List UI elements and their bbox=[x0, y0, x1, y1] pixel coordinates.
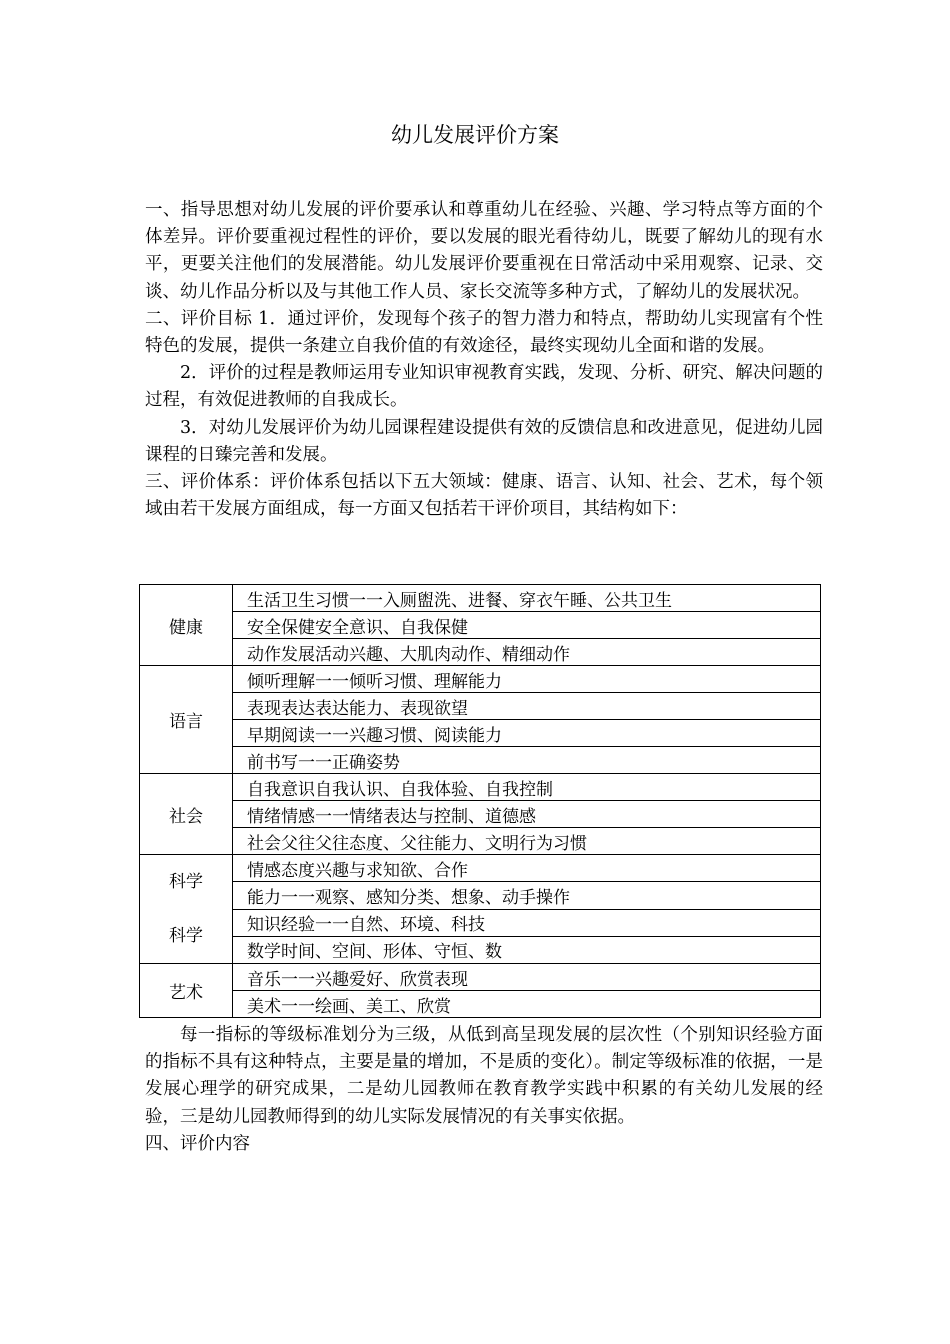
table-row bbox=[140, 882, 821, 909]
table-cell: 知识经验一一自然、环境、科技 bbox=[233, 909, 821, 936]
domain-science bbox=[140, 855, 233, 964]
grading-standard-paragraph: 每一指标的等级标准划分为三级，从低到高呈现发展的层次性（个别知识经验方面的指标不具有这种特点，主要是量的增加，不是质的变化）。制定等级标准的依据，一是发展心理学的研究成果，二是幼儿园教师在教育教学实践中积累的有关幼儿发展的经验，三是幼儿园教师得到的幼儿实际发展情况的有关事实依据。 bbox=[145, 1025, 823, 1127]
table-row bbox=[140, 936, 821, 963]
table-row bbox=[140, 639, 821, 666]
table-row bbox=[140, 909, 821, 936]
domain-science-label-1: 科学 bbox=[169, 872, 203, 892]
table-cell: 数学时间、空间、形体、守恒、数 bbox=[233, 936, 821, 963]
table-cell: 情绪情感一一情绪表达与控制、道德感 bbox=[233, 801, 821, 828]
evaluation-goal-paragraph: 二、评价目标 1．通过评价，发现每个孩子的智力潜力和特点，帮助幼儿实现富有个性特色的发展，提供一条建立自我价值的有效途径，最终实现幼儿全面和谐的发展。 bbox=[145, 308, 823, 357]
domain-health: 健康 bbox=[140, 585, 233, 666]
table-cell: 动作发展活动兴趣、大肌肉动作、精细动作 bbox=[233, 639, 821, 666]
goal-3-paragraph: 3．对幼儿发展评价为幼儿园课程建设提供有效的反馈信息和改进意见，促进幼儿园课程的日臻完善和发展。 bbox=[145, 417, 823, 465]
guiding-principle-paragraph: 一、指导思想对幼儿发展的评价要承认和尊重幼儿在经验、兴趣、学习特点等方面的个体差异。评价要重视过程性的评价，要以发展的眼光看待幼儿，既要了解幼儿的现有水平，更要关注他们的发展潜能。幼儿发展评价要重视在日常活动中采用观察、记录、交谈、幼儿作品分析以及与其他工作人员、家长交流等多种方式，了解幼儿的发展状况。 bbox=[145, 200, 823, 302]
table-row bbox=[140, 855, 821, 882]
intro-section bbox=[145, 197, 823, 523]
table-cell: 能力一一观察、感知分类、想象、动手操作 bbox=[233, 882, 821, 909]
table-row bbox=[140, 612, 821, 639]
table-row bbox=[140, 747, 821, 774]
table-cell: 安全保健安全意识、自我保健 bbox=[233, 612, 821, 639]
table-cell: 生活卫生习惯一一入厕盥洗、进餐、穿衣午睡、公共卫生 bbox=[233, 585, 821, 612]
after-section bbox=[145, 1022, 823, 1158]
table-row bbox=[140, 720, 821, 747]
table-cell: 音乐一一兴趣爱好、欣赏表现 bbox=[233, 964, 821, 991]
domain-science-label-2: 科学 bbox=[169, 926, 203, 946]
table-row bbox=[140, 801, 821, 828]
evaluation-structure-table bbox=[139, 584, 821, 1018]
evaluation-system-paragraph: 三、评价体系：评价体系包括以下五大领域：健康、语言、认知、社会、艺术，每个领域由若干发展方面组成，每一方面又包括若干评价项目，其结构如下： bbox=[145, 472, 823, 520]
table-cell: 美术一一绘画、美工、欣赏 bbox=[233, 991, 821, 1018]
table-row bbox=[140, 828, 821, 855]
table-cell: 自我意识自我认识、自我体验、自我控制 bbox=[233, 774, 821, 801]
goal-2-paragraph: 2．评价的过程是教师运用专业知识审视教育实践，发现、分析、研究、解决问题的过程，有效促进教师的自我成长。 bbox=[145, 363, 823, 411]
table-cell: 社会父往父往态度、父往能力、文明行为习惯 bbox=[233, 828, 821, 855]
table-row bbox=[140, 693, 821, 720]
table-cell: 表现表达表达能力、表现欲望 bbox=[233, 693, 821, 720]
table-row bbox=[140, 774, 821, 801]
table-row bbox=[140, 666, 821, 693]
table-cell: 早期阅读一一兴趣习惯、阅读能力 bbox=[233, 720, 821, 747]
table-row bbox=[140, 991, 821, 1018]
table-row bbox=[140, 964, 821, 991]
table-cell: 情感态度兴趣与求知欲、合作 bbox=[233, 855, 821, 882]
table-cell: 倾听理解一一倾听习惯、理解能力 bbox=[233, 666, 821, 693]
domain-language: 语言 bbox=[140, 666, 233, 774]
domain-society: 社会 bbox=[140, 774, 233, 855]
page-title: 幼儿发展评价方案 bbox=[391, 123, 559, 147]
table-cell: 前书写一一正确姿势 bbox=[233, 747, 821, 774]
domain-art: 艺术 bbox=[140, 964, 233, 1018]
evaluation-content-heading: 四、评价内容 bbox=[145, 1133, 250, 1154]
table-row bbox=[140, 585, 821, 612]
